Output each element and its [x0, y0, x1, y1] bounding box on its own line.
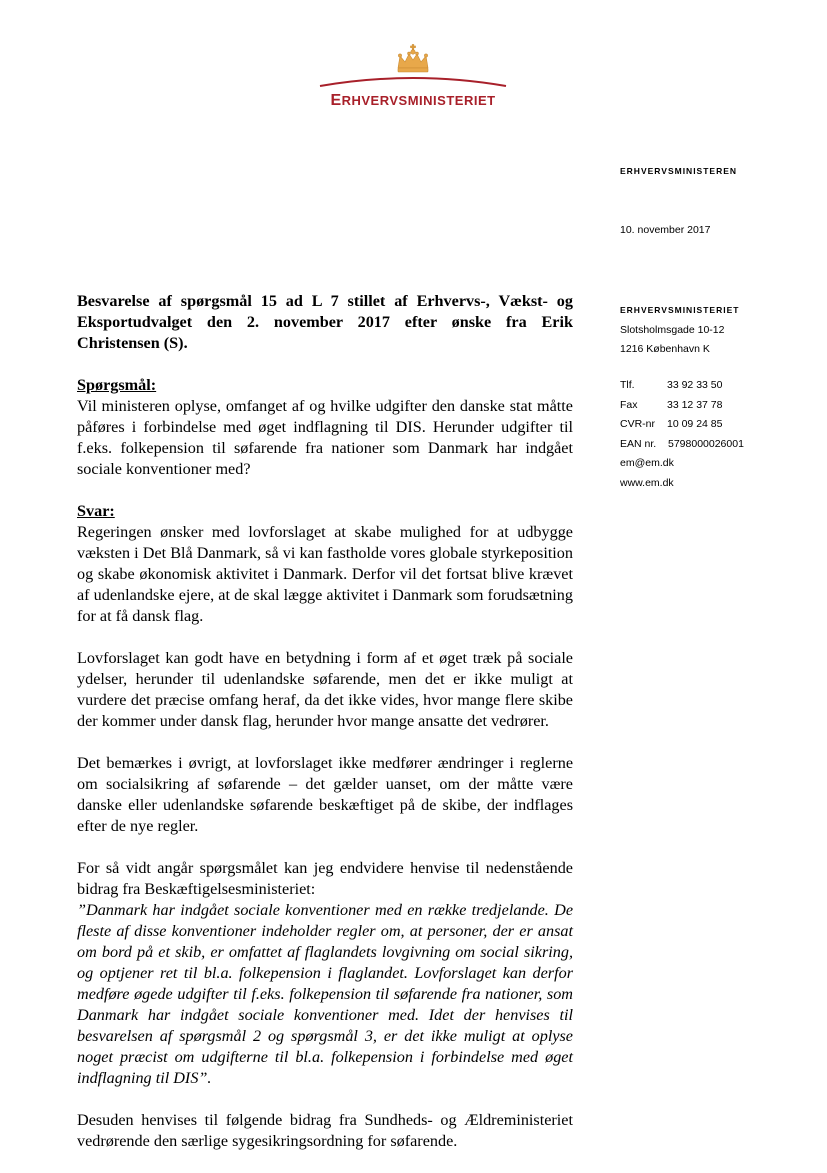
letter-body: [77, 291, 573, 1173]
answer-paragraph: Desuden henvises til følgende bidrag fra Sundheds- og Ældreministeriet vedrørende den særlige sygesikringsordning for søfarende.: [77, 1111, 573, 1150]
contact-block: [620, 376, 744, 493]
document-title: Besvarelse af spørgsmål 15 ad L 7 stillet af Erhvervs-, Vækst- og Eksportudvalget den 2. november 2017 efter ønske fra Erik Christensen (S).: [77, 292, 573, 352]
sender-label: ERHVERVSMINISTEREN: [620, 166, 738, 176]
ministry-quote: ”Danmark har indgået sociale konventioner med en række tredjelande. De fleste af disse konventioner indeholder regler om, at personer, der er ansat om bord på et skib, er omfattet af flaglandets lovgivning om social sikring, og optjener ret til bl.a. folkepension i flaglandet. Lovforslaget kan derfor medføre øgede udgifter til f.eks. folkepension til søfarende fra nationer, som Danmark har indgået sociale konventioner med. Idet der henvises til besvarelsen af spørgsmål 2 og spørgsmål 3, er det ikke muligt at oplyse noget præcist om udgifterne til bl.a. folkepension i forbindelse med øget indflagning til DIS”.: [77, 901, 573, 1087]
contact-phone: Tlf. 33 92 33 50: [620, 379, 723, 391]
contact-email[interactable]: em@em.dk: [620, 457, 674, 469]
answer-paragraph: Lovforslaget kan godt have en betydning i form af et øget træk på sociale ydelser, herunder til udenlandske søfarende, men det er ikke muligt at vurdere det præcise omfang heraf, da det ikke vides, hvor mange flere skibe der kommer under dansk flag, herunder hvor mange ansatte det vedrører.: [77, 649, 573, 730]
org-name: ERHVERVSMINISTERIET: [620, 305, 740, 315]
answer-paragraph: Regeringen ønsker med lovforslaget at skabe mulighed for at udbygge væksten i Det Blå Danmark, så vi kan fastholde vores globale styrkeposition og skabe økonomisk aktivitet i Danmark. Derfor vil det fortsat blive krævet af udenlandske ejere, at de skal lægge aktivitet i Danmark som forudsætning for at få dansk flag.: [77, 523, 573, 625]
question-heading: Spørgsmål:: [77, 376, 157, 394]
address-line: 1216 København K: [620, 343, 710, 355]
ministry-logo: [318, 44, 508, 114]
contact-ean: EAN nr. 5798000026001: [620, 437, 744, 450]
answer-paragraph: For så vidt angår spørgsmålet kan jeg endvidere henvise til nedenstående bidrag fra Beskæftigelsesministeriet:: [77, 859, 573, 898]
contact-cvr: CVR-nr 10 09 24 85: [620, 418, 723, 430]
answer-paragraph: Det bemærkes i øvrigt, at lovforslaget ikke medfører ændringer i reglerne om socialsikring af søfarende – det gælder uanset, om der måtte være danske eller udenlandske søfarende beskæftiget på de skibe, der indflages efter de nye regler.: [77, 754, 573, 835]
document-date: 10. november 2017: [620, 224, 711, 236]
answer-heading: Svar:: [77, 502, 115, 520]
question-text: Vil ministeren oplyse, omfanget af og hvilke udgifter den danske stat måtte påføres i forbindelse med øget indflagning til DIS. Herunder udgifter til f.eks. folkepension til søfarende fra nationer som Danmark har indgået sociale konventioner med?: [77, 397, 573, 478]
ministry-name: ERHVERVSMINISTERIET: [330, 92, 496, 109]
address-line: Slotsholmsgade 10-12: [620, 323, 725, 336]
crown-icon: [318, 44, 508, 90]
address-block: [620, 301, 739, 360]
contact-website[interactable]: www.em.dk: [620, 476, 674, 489]
contact-fax: Fax 33 12 37 78: [620, 398, 723, 411]
